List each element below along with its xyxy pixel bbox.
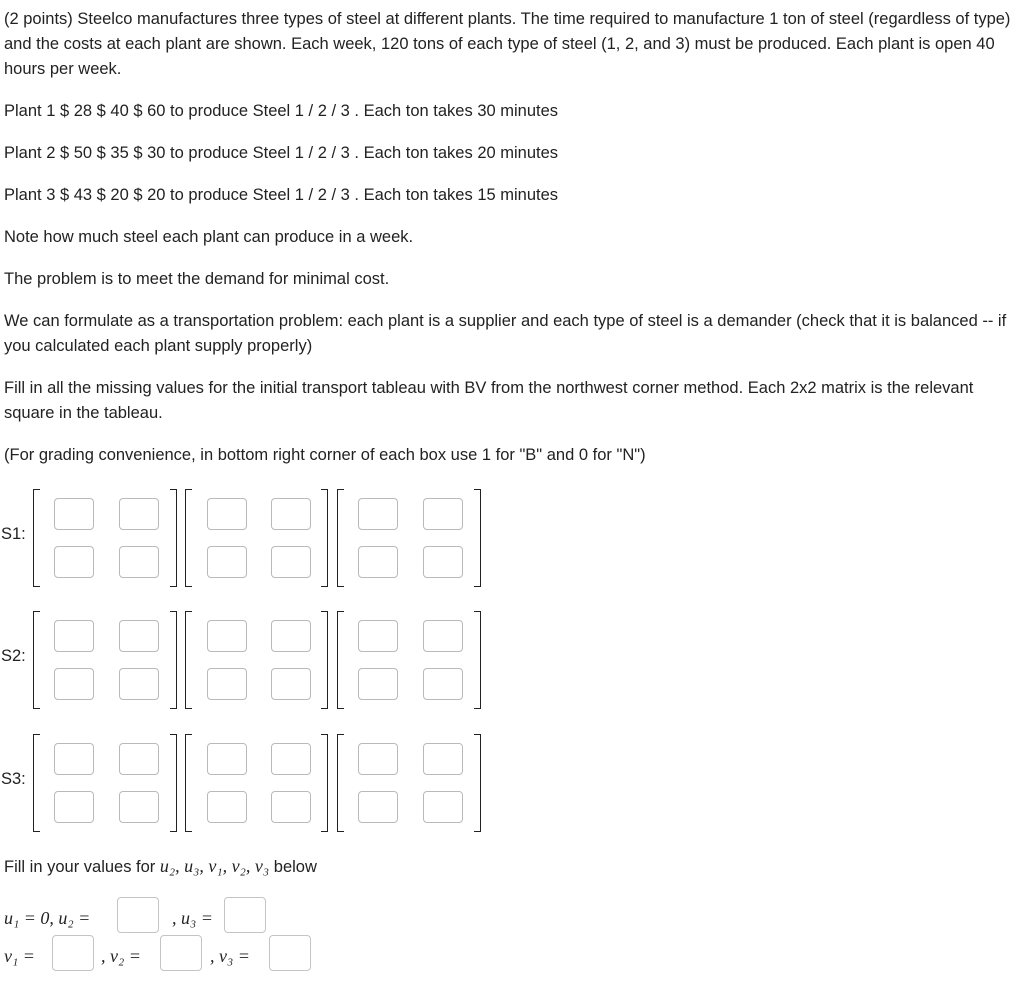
tableau-cell-input[interactable]: [207, 620, 247, 652]
plant-2-info: Plant 2 $ 50 $ 35 $ 30 to produce Steel 1 / 2 / 3 . Each ton takes 20 minutes: [4, 144, 559, 162]
supplier-label: S2:: [1, 647, 26, 665]
matrix-right-bracket: [170, 611, 177, 709]
v3-input[interactable]: [269, 935, 311, 971]
tableau-cell-input[interactable]: [358, 620, 398, 652]
tableau-cell-input[interactable]: [207, 498, 247, 530]
tableau-cell-input[interactable]: [54, 546, 94, 578]
tableau-cell-input[interactable]: [423, 498, 463, 530]
tableau-cell-input[interactable]: [423, 620, 463, 652]
dual-prompt-prefix: Fill in your values for: [4, 858, 156, 876]
tableau-cell-input[interactable]: [207, 546, 247, 578]
v2-label: , v₂ =: [101, 946, 141, 966]
tableau-cell-input[interactable]: [119, 791, 159, 823]
tableau-cell-input[interactable]: [119, 620, 159, 652]
tableau-cell-input[interactable]: [423, 791, 463, 823]
supplier-label: S3:: [1, 770, 26, 788]
formulate-text: We can formulate as a transportation problem: each plant is a supplier and each type of steel is a demander (check that it is balanced -- if you calculated each plant supply properly): [4, 312, 1007, 355]
tableau-cell-input[interactable]: [119, 668, 159, 700]
note-text: Note how much steel each plant can produce in a week.: [4, 228, 414, 246]
matrix-left-bracket: [337, 489, 344, 587]
tableau-cell-input[interactable]: [119, 743, 159, 775]
u1-u2-label: u₁ = 0, u₂ =: [4, 908, 91, 928]
dual-prompt-vars: u₂, u₃, v₁, v₂, v₃: [159, 856, 270, 876]
matrix-left-bracket: [185, 489, 192, 587]
tableau-cell-input[interactable]: [358, 743, 398, 775]
tableau-cell-input[interactable]: [358, 668, 398, 700]
matrix-left-bracket: [33, 611, 40, 709]
matrix-left-bracket: [33, 734, 40, 832]
matrix-left-bracket: [337, 611, 344, 709]
v-values-row: [0, 935, 600, 981]
tableau-cell-input[interactable]: [119, 546, 159, 578]
problem-intro: (2 points) Steelco manufactures three types of steel at different plants. The time required to manufacture 1 ton of steel (regardless of type) and the costs at each plant are shown. Each week, 120 tons of each type of steel (1, 2, and 3) must be produced. Each plant is open 40 hours per week.: [4, 10, 1011, 78]
tableau-cell-input[interactable]: [207, 668, 247, 700]
tableau-cell-input[interactable]: [423, 743, 463, 775]
tableau-cell-input[interactable]: [54, 791, 94, 823]
tableau-row-s3: [0, 729, 500, 839]
v1-label: v₁ =: [4, 946, 35, 966]
u3-label: , u₃ =: [172, 908, 213, 928]
matrix-left-bracket: [33, 489, 40, 587]
tableau-cell-input[interactable]: [423, 546, 463, 578]
tableau-cell-input[interactable]: [271, 620, 311, 652]
matrix-left-bracket: [185, 611, 192, 709]
tableau-cell-input[interactable]: [54, 498, 94, 530]
tableau-cell-input[interactable]: [54, 743, 94, 775]
tableau-cell-input[interactable]: [271, 743, 311, 775]
tableau-cell-input[interactable]: [271, 668, 311, 700]
matrix-left-bracket: [337, 734, 344, 832]
matrix-right-bracket: [321, 734, 328, 832]
tableau-cell-input[interactable]: [358, 498, 398, 530]
matrix-right-bracket: [474, 734, 481, 832]
v1-input[interactable]: [52, 935, 94, 971]
u3-input[interactable]: [224, 897, 266, 933]
tableau-cell-input[interactable]: [271, 546, 311, 578]
tableau-cell-input[interactable]: [271, 791, 311, 823]
problem-text: [4, 7, 1018, 485]
tableau-cell-input[interactable]: [271, 498, 311, 530]
v2-input[interactable]: [160, 935, 202, 971]
grading-note: (For grading convenience, in bottom right corner of each box use 1 for "B" and 0 for "N"): [4, 446, 646, 464]
matrix-right-bracket: [321, 611, 328, 709]
plant-1-info: Plant 1 $ 28 $ 40 $ 60 to produce Steel 1 / 2 / 3 . Each ton takes 30 minutes: [4, 102, 559, 120]
matrix-right-bracket: [170, 734, 177, 832]
plant-3-info: Plant 3 $ 43 $ 20 $ 20 to produce Steel 1 / 2 / 3 . Each ton takes 15 minutes: [4, 186, 559, 204]
tableau-cell-input[interactable]: [207, 791, 247, 823]
tableau-cell-input[interactable]: [207, 743, 247, 775]
tableau-row-s2: [0, 606, 500, 716]
matrix-right-bracket: [321, 489, 328, 587]
supplier-label: S1:: [1, 525, 26, 543]
dual-prompt-suffix: below: [273, 858, 317, 876]
goal-text: The problem is to meet the demand for minimal cost.: [4, 270, 390, 288]
dual-prompt: [4, 856, 317, 877]
tableau-cell-input[interactable]: [423, 668, 463, 700]
fill-instructions: Fill in all the missing values for the initial transport tableau with BV from the northwest corner method. Each 2x2 matrix is the relevant square in the tableau.: [4, 379, 974, 422]
matrix-left-bracket: [185, 734, 192, 832]
tableau-row-s1: [0, 484, 500, 594]
tableau-cell-input[interactable]: [119, 498, 159, 530]
matrix-right-bracket: [474, 489, 481, 587]
tableau-cell-input[interactable]: [358, 546, 398, 578]
tableau-cell-input[interactable]: [54, 620, 94, 652]
matrix-right-bracket: [170, 489, 177, 587]
v3-label: , v₃ =: [210, 946, 250, 966]
tableau-cell-input[interactable]: [54, 668, 94, 700]
tableau-cell-input[interactable]: [358, 791, 398, 823]
u2-input[interactable]: [117, 897, 159, 933]
matrix-right-bracket: [474, 611, 481, 709]
